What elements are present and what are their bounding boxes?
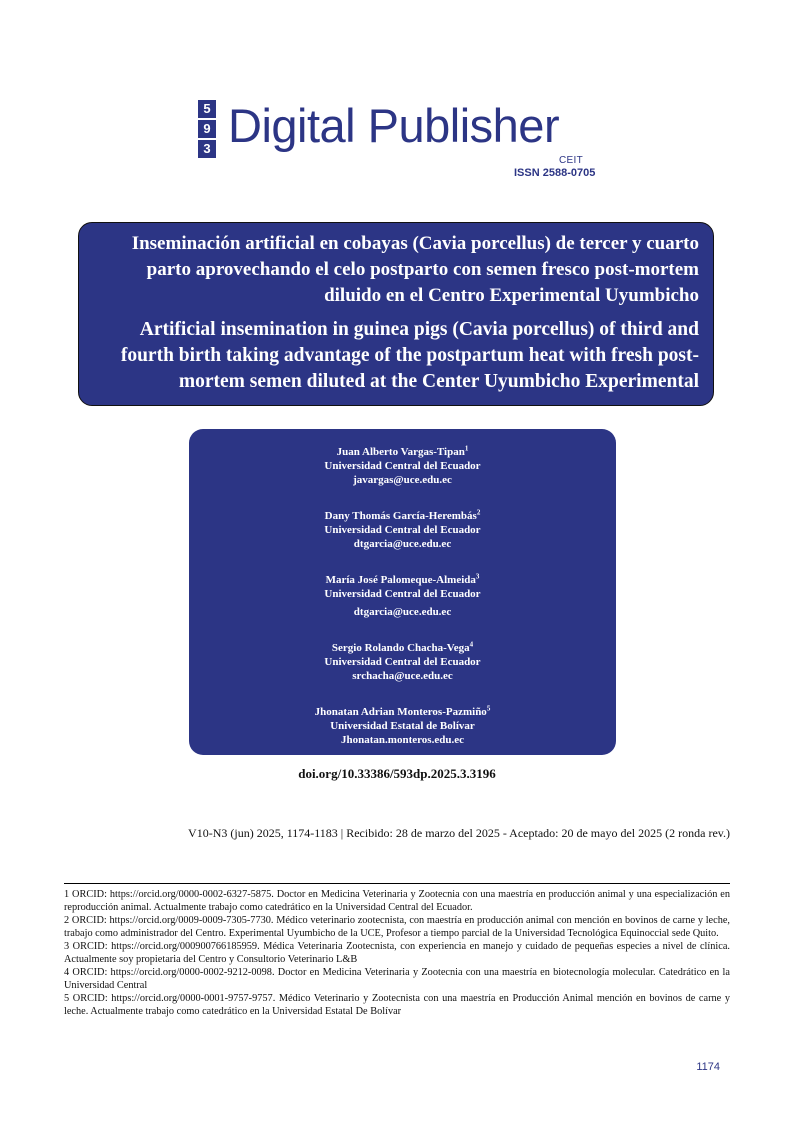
author-sup: 4 (469, 640, 474, 649)
title-spanish: Inseminación artificial en cobayas (Cavia porcellus) de tercer y cuarto parto aprovechando el celo postparto con semen fresco post-mortem diluido en el Centro Experimental Uyumbicho (131, 233, 699, 306)
author-email[interactable]: dtgarcia@uce.edu.ec (353, 538, 452, 550)
author-name: Dany Thomás García-Herembás (324, 510, 477, 522)
author-name: Sergio Rolando Chacha-Vega (331, 642, 470, 654)
footnote: 1 ORCID: https://orcid.org/0000-0002-6327-5875. Doctor en Medicina Veterinaria y Zootecnia con una maestría en producción animal y una especialización en reproducción animal. Actualmente trabajo como catedrático en la Universidad Central del Ecuador. (64, 889, 730, 913)
author-name: Jhonatan Adrian Monteros-Pazmiño (314, 706, 487, 718)
author-email[interactable]: javargas@uce.edu.ec (353, 474, 452, 486)
doi-link[interactable]: doi.org/10.33386/593dp.2025.3.3196 (298, 766, 496, 781)
author-email[interactable]: srchacha@uce.edu.ec (352, 670, 453, 682)
logo-digit: 3 (198, 140, 216, 158)
footnote-divider (64, 883, 730, 884)
author-affiliation: Universidad Central del Ecuador (324, 656, 481, 668)
publication-meta: V10-N3 (jun) 2025, 1174-1183 | Recibido: 28 de marzo del 2025 - Aceptado: 20 de mayo del 2025 (2 ronda rev.) (188, 826, 730, 840)
author-block (189, 445, 616, 487)
author-name: María José Palomeque-Almeida (325, 574, 476, 586)
authors-box (189, 429, 616, 755)
author-email[interactable]: dtgarcia@uce.edu.ec (353, 606, 452, 618)
author-name: Juan Alberto Vargas-Tipan (336, 446, 465, 458)
footnote: 3 ORCID: https://orcid.org/000900766185959. Médica Veterinaria Zootecnista, con experiencia en manejo y cuidado de pequeñas especies a nivel de clínica. Actualmente soy propietaria del Centro y Consultorio Veterinario L&B (64, 941, 730, 965)
author-sup: 1 (464, 444, 469, 453)
logo-name: Digital Publisher (228, 99, 560, 152)
author-block (189, 641, 616, 683)
issn: ISSN 2588-0705 (514, 167, 596, 179)
footnote: 2 ORCID: https://orcid.org/0009-0009-7305-7730. Médico veterinario zootecnista, con maestría en producción animal con mención en bovinos de carne y leche, trabajo como administrador del Centro. Experimental Uyumbicho de la UCE, Profesor a tiempo parcial de la Universidad Tecnológica Equinoccial sede Quito. (64, 915, 730, 939)
author-sup: 2 (476, 508, 481, 517)
author-affiliation: Universidad Central del Ecuador (324, 588, 481, 600)
logo-sub: CEIT (559, 155, 583, 166)
author-affiliation: Universidad Estatal de Bolívar (330, 720, 475, 732)
title-english: Artificial insemination in guinea pigs (Cavia porcellus) of third and fourth birth taking advantage of the postpartum heat with fresh post-mortem semen diluted at the Center Uyumbicho Experimental (120, 319, 699, 392)
title-box (78, 222, 714, 406)
journal-logo (198, 97, 618, 181)
page-number: 1174 (696, 1061, 720, 1073)
author-block (189, 509, 616, 551)
footnotes (64, 888, 730, 1018)
logo-digit: 5 (198, 100, 216, 118)
author-affiliation: Universidad Central del Ecuador (324, 524, 481, 536)
author-block (189, 705, 616, 747)
logo-digit: 9 (198, 120, 216, 138)
author-sup: 5 (486, 704, 491, 713)
author-block (189, 573, 616, 619)
footnote: 4 ORCID: https://orcid.org/0000-0002-9212-0098. Doctor en Medicina Veterinaria y Zootecnia con una maestría en biotecnología molecular. Catedrático en la Universidad Central (64, 967, 730, 991)
logo-number-boxes (198, 100, 218, 160)
author-sup: 3 (475, 572, 480, 581)
author-email[interactable]: Jhonatan.monteros.edu.ec (341, 734, 464, 746)
footnote: 5 ORCID: https://orcid.org/0000-0001-9757-9757. Médico Veterinario y Zootecnista con una maestría en Producción Animal mención en bovinos de carne y leche. Actualmente trabajo como catedrático en la Universidad Estatal De Bolívar (64, 993, 730, 1017)
author-affiliation: Universidad Central del Ecuador (324, 460, 481, 472)
